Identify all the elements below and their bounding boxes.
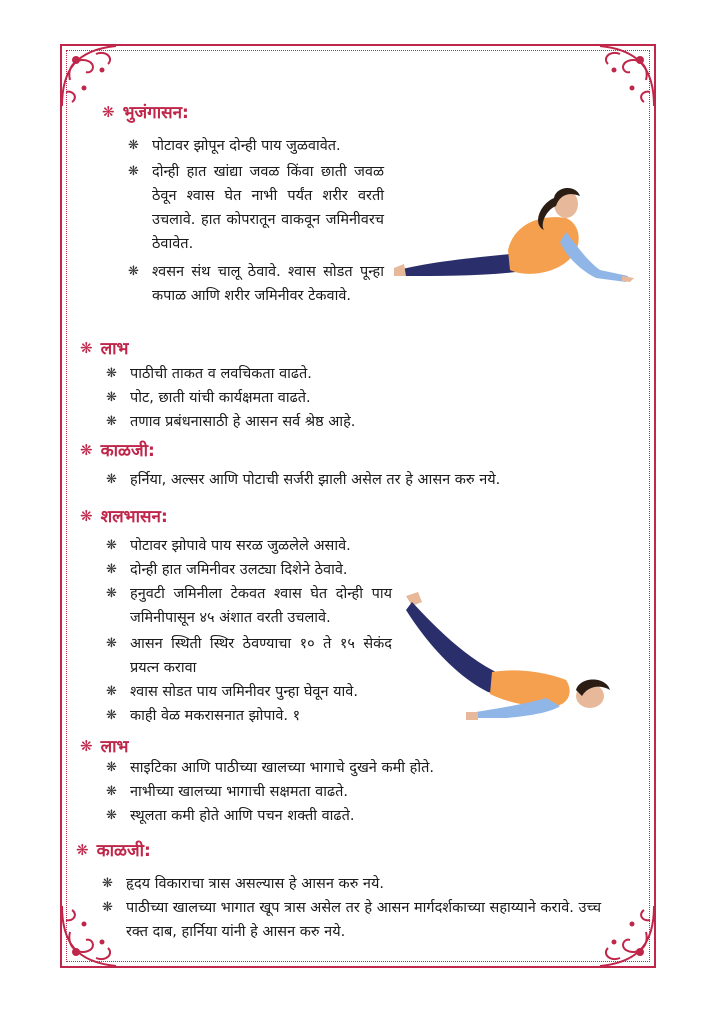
- bullet-icon: ❋: [106, 366, 117, 381]
- list-item: ❋ हनुवटी जमिनीला टेकवत श्वास घेत दोन्ही पाय जमिनीपासून ४५ अंशात वरती उचलावे.: [106, 582, 392, 630]
- list-item: ❋ आसन स्थिती स्थिर ठेवण्याचा १० ते १५ सेकंद प्रयत्न करावा: [106, 632, 392, 680]
- bullet-icon: ❋: [80, 338, 93, 357]
- list-item: ❋ श्वसन संथ चालू ठेवावे. श्वास सोडत पून्हा कपाळ आणि शरीर जमिनीवर टेकवावे.: [128, 260, 388, 308]
- shalabhasana-heading: ❋ शलभासन:: [80, 506, 168, 527]
- list-item: ❋ पोटावर झोपावे पाय सरळ जुळलेले असावे.: [106, 534, 351, 558]
- bullet-icon: ❋: [106, 808, 117, 823]
- bullet-icon: ❋: [102, 900, 113, 915]
- list-item: ❋ साइटिका आणि पाठीच्या खालच्या भागाचे दुखने कमी होते.: [106, 756, 434, 780]
- list-item: ❋ हृदय विकाराचा त्रास असल्यास हे आसन करु नये.: [102, 872, 384, 896]
- bhujangasana-benefits-heading: ❋ लाभ: [80, 338, 129, 359]
- shalabhasana-caution-heading: ❋ काळजी:: [76, 840, 151, 861]
- bullet-icon: ❋: [106, 784, 117, 799]
- bullet-icon: ❋: [106, 760, 117, 775]
- list-item: ❋ नाभीच्या खालच्या भागाची सक्षमता वाढते.: [106, 780, 348, 804]
- bullet-icon: ❋: [128, 164, 139, 179]
- bullet-icon: ❋: [106, 708, 117, 723]
- bullet-icon: ❋: [102, 102, 115, 121]
- bullet-icon: ❋: [128, 138, 139, 153]
- bullet-icon: ❋: [80, 440, 93, 459]
- bullet-icon: ❋: [106, 538, 117, 553]
- list-item: ❋ दोन्ही हात जमिनीवर उलट्या दिशेने ठेवावे.: [106, 558, 348, 582]
- bhujangasana-caution-heading: ❋ काळजी:: [80, 440, 155, 461]
- shalabhasana-figure-icon: [396, 588, 626, 728]
- list-item: ❋ पाठीच्या खालच्या भागात खूप त्रास असेल तर हे आसन मार्गदर्शकाच्या सहाय्याने करावे. उच्च रक्त दाब, हार्निया यांनी हे आसन करु नये.: [102, 896, 626, 944]
- bhujangasana-heading: ❋ भुजंगासन:: [102, 102, 189, 123]
- list-item: ❋ तणाव प्रबंधनासाठी हे आसन सर्व श्रेष्ठ आहे.: [106, 410, 355, 434]
- bhujangasana-figure-icon: [390, 184, 640, 288]
- bullet-icon: ❋: [128, 264, 139, 279]
- list-item: ❋ हर्निया, अल्सर आणि पोटाची सर्जरी झाली असेल तर हे आसन करु नये.: [106, 468, 500, 492]
- list-item: ❋ दोन्ही हात खांद्या जवळ किंवा छाती जवळ ठेवून श्वास घेत नाभी पर्यंत शरीर वरती उचलावे. हात कोपरातून वाकवून जमिनीवरच ठेवावेत.: [128, 160, 388, 256]
- bullet-icon: ❋: [106, 636, 117, 651]
- bullet-icon: ❋: [106, 414, 117, 429]
- bullet-icon: ❋: [106, 562, 117, 577]
- bullet-icon: ❋: [80, 506, 93, 525]
- list-item: ❋ काही वेळ मकरासनात झोपावे. १: [106, 704, 300, 728]
- shalabhasana-benefits-heading: ❋ लाभ: [80, 736, 129, 757]
- corner-ornament-icon: [586, 40, 660, 114]
- bullet-icon: ❋: [102, 876, 113, 891]
- bullet-icon: ❋: [106, 390, 117, 405]
- bullet-icon: ❋: [76, 840, 89, 859]
- list-item: ❋ पोट, छाती यांची कार्यक्षमता वाढते.: [106, 386, 311, 410]
- list-item: ❋ स्थूलता कमी होते आणि पचन शक्ती वाढते.: [106, 804, 354, 828]
- bullet-icon: ❋: [106, 684, 117, 699]
- list-item: ❋ श्वास सोडत पाय जमिनीवर पुन्हा घेवून यावे.: [106, 680, 358, 704]
- bullet-icon: ❋: [80, 736, 93, 755]
- list-item: ❋ पाठीची ताकत व लवचिकता वाढते.: [106, 362, 312, 386]
- list-item: ❋ पोटावर झोपून दोन्ही पाय जुळवावेत.: [128, 134, 388, 158]
- bullet-icon: ❋: [106, 586, 117, 601]
- bullet-icon: ❋: [106, 472, 117, 487]
